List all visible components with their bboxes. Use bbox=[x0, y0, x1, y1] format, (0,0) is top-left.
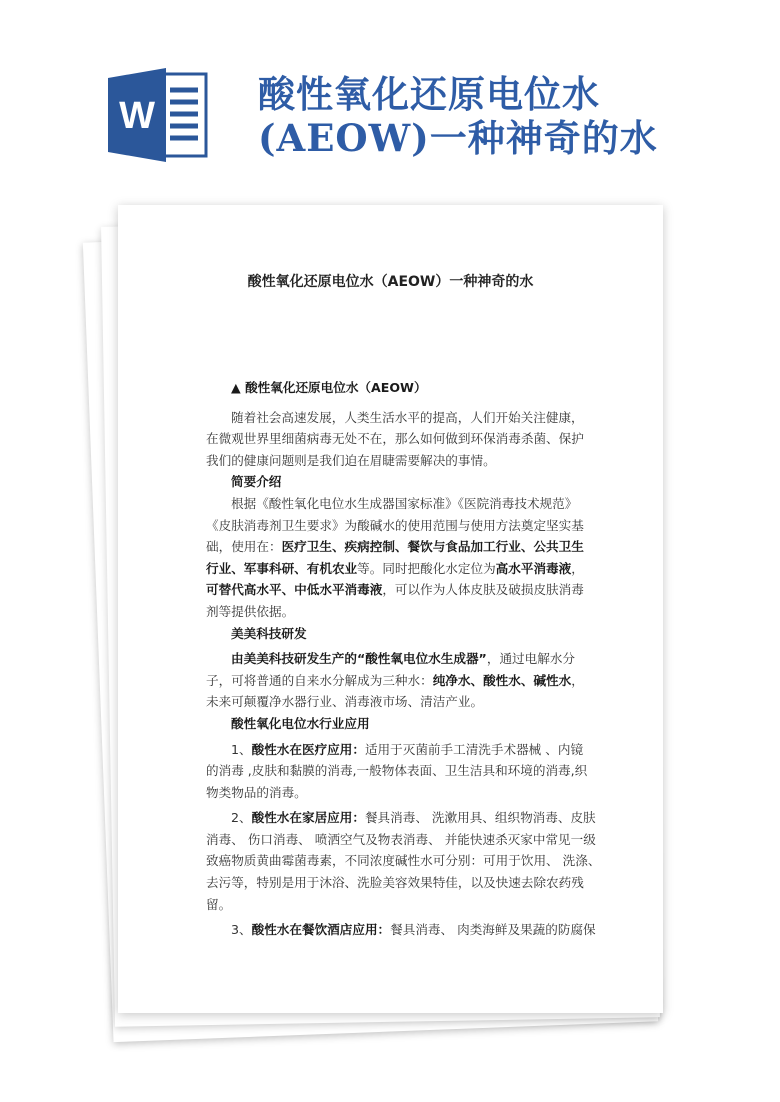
document-page bbox=[118, 205, 663, 1013]
word-document-icon bbox=[108, 68, 208, 162]
paragraph bbox=[206, 807, 606, 915]
paragraph bbox=[206, 377, 606, 399]
bold-text: 简要介绍 bbox=[231, 474, 282, 490]
text: 致癌物质黄曲霉菌毒素，不同浓度碱性水可分别：可用于饮用、 洗涤、 bbox=[206, 853, 601, 869]
text-line bbox=[206, 471, 606, 493]
bold-text: ▲ 酸性氧化还原电位水（AEOW） bbox=[231, 380, 427, 395]
text: 未来可颠覆净水器行业、消毒液市场、清洁产业。 bbox=[206, 694, 484, 710]
text: 根据《酸性氧化电位水生成器国家标准》《医院消毒技术规范》 bbox=[231, 495, 578, 511]
text: 1、 bbox=[231, 741, 252, 757]
bold-text: 由美美科技研发生产的“酸性氧电位水生成器” bbox=[231, 651, 487, 667]
bold-text: 酸性水在家居应用： bbox=[251, 810, 365, 826]
text-line bbox=[206, 919, 606, 941]
text-line bbox=[206, 782, 606, 804]
text: 消毒、 伤口消毒、 喷洒空气及物表消毒、 并能快速杀灭家中常见一级 bbox=[206, 831, 596, 847]
text: 剂等提供依据。 bbox=[206, 603, 295, 619]
text: 子，可将普通的自来水分解成为三种水： bbox=[206, 672, 433, 688]
bold-text: 酸性氧化电位水行业应用 bbox=[231, 715, 370, 731]
text-line bbox=[206, 536, 606, 558]
text: 础，使用在： bbox=[206, 539, 282, 555]
text-line bbox=[206, 739, 606, 761]
text-line bbox=[206, 377, 606, 399]
text-line bbox=[206, 872, 606, 894]
text: 随着社会高速发展，人类生活水平的提高，人们开始关注健康， bbox=[231, 409, 584, 425]
bold-text: 可替代高水平、中低水平消毒液 bbox=[206, 582, 383, 598]
text-line bbox=[206, 670, 606, 692]
text: 物类物品的消毒。 bbox=[206, 784, 307, 800]
paragraph bbox=[206, 623, 606, 645]
paragraph bbox=[206, 648, 606, 713]
bold-text: 纯净水、酸性水、碱性水 bbox=[432, 672, 572, 688]
text-line bbox=[206, 894, 606, 916]
paragraph bbox=[206, 407, 606, 472]
text-line bbox=[206, 623, 606, 645]
text: ， bbox=[571, 560, 584, 576]
bold-text: 行业、军事科研、有机农业 bbox=[206, 560, 358, 576]
page-title: 酸性氧化还原电位水(AEOW)一种神奇的水 bbox=[258, 72, 658, 160]
text-line bbox=[206, 558, 606, 580]
text: 的消毒 ,皮肤和黏膜的消毒,一般物体表面、卫生洁具和环境的消毒,织 bbox=[206, 763, 588, 779]
bold-text: 酸性水在餐饮酒店应用： bbox=[251, 922, 391, 938]
text: ，通过电解水分 bbox=[486, 651, 575, 667]
text: 我们的健康问题则是我们迫在眉睫需要解决的事情。 bbox=[206, 452, 496, 468]
text-line bbox=[206, 713, 606, 735]
text: 餐具消毒、 洗漱用具、组织物消毒、皮肤 bbox=[364, 810, 596, 826]
text: 《皮肤消毒剂卫生要求》为酸碱水的使用范围与使用方法奠定坚实基 bbox=[206, 517, 584, 533]
bold-text: 医疗卫生、疾病控制、餐饮与食品加工行业、公共卫生 bbox=[281, 539, 584, 555]
word-icon-letter: W bbox=[119, 95, 155, 137]
text-line bbox=[206, 407, 606, 429]
text: 餐具消毒、 肉类海鲜及果蔬的防腐保 bbox=[390, 922, 596, 938]
text-line bbox=[206, 807, 606, 829]
bold-text: 美美科技研发 bbox=[231, 625, 307, 641]
text-line bbox=[206, 601, 606, 623]
text-line bbox=[206, 691, 606, 713]
text-line bbox=[206, 648, 606, 670]
text-line bbox=[206, 428, 606, 450]
text-line bbox=[206, 493, 606, 515]
text-line bbox=[206, 760, 606, 782]
document-body bbox=[206, 377, 606, 941]
text-line bbox=[206, 579, 606, 601]
text: ， bbox=[571, 672, 584, 688]
paragraph bbox=[206, 739, 606, 804]
text: 留。 bbox=[206, 896, 232, 912]
document-title: 酸性氧化还原电位水（AEOW）一种神奇的水 bbox=[247, 274, 534, 290]
paragraph bbox=[206, 919, 606, 941]
text-line bbox=[206, 850, 606, 872]
text-line bbox=[206, 829, 606, 851]
text: 2、 bbox=[231, 810, 252, 826]
text: 在微观世界里细菌病毒无处不在，那么如何做到环保消毒杀菌、保护 bbox=[206, 431, 584, 447]
text: 适用于灭菌前手工清洗手术器械 、内镜 bbox=[364, 741, 584, 757]
text: 等。同时把酸化水定位为 bbox=[357, 560, 496, 576]
text-line bbox=[206, 450, 606, 472]
paragraph bbox=[206, 713, 606, 735]
bold-text: 酸性水在医疗应用： bbox=[251, 741, 365, 757]
bold-text: 高水平消毒液 bbox=[495, 560, 572, 576]
text: 去污等，特别是用于沐浴、洗脸美容效果特佳，以及快速去除农药残 bbox=[206, 875, 584, 891]
paragraph bbox=[206, 493, 606, 623]
text: ，可以作为人体皮肤及破损皮肤消毒 bbox=[382, 582, 584, 598]
text-line bbox=[206, 515, 606, 537]
paragraph bbox=[206, 471, 606, 493]
text: 3、 bbox=[231, 922, 252, 938]
